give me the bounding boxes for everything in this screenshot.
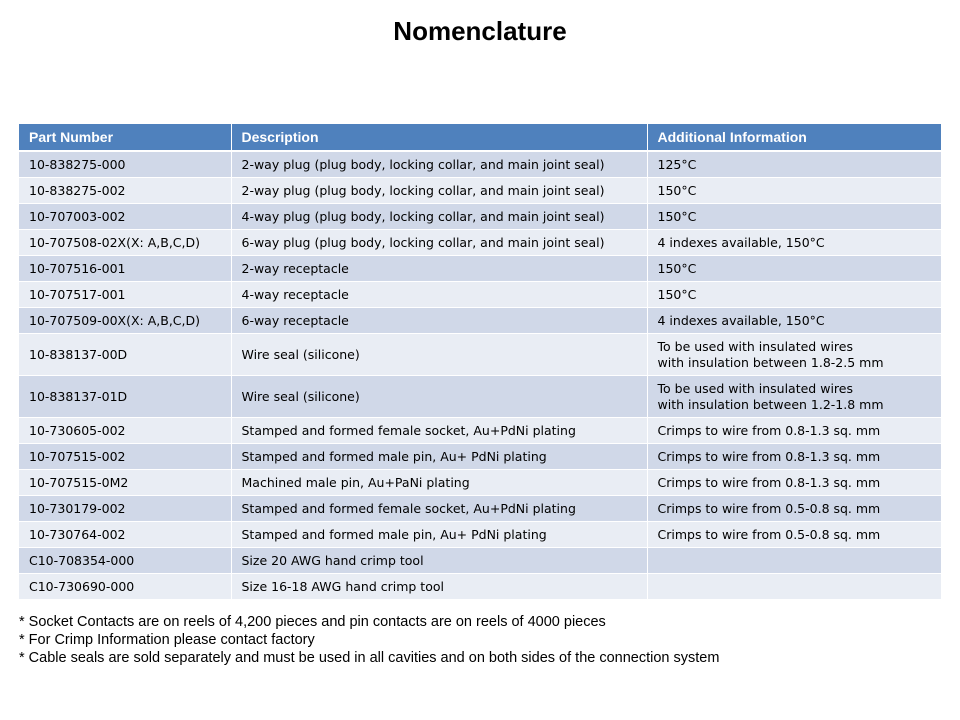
description-cell: Wire seal (silicone): [231, 334, 647, 376]
part-number-cell: 10-730179-002: [19, 496, 231, 522]
part-number-cell: 10-838275-002: [19, 178, 231, 204]
part-number-cell: 10-838275-000: [19, 151, 231, 178]
info-line: 4 indexes available, 150°C: [657, 234, 825, 250]
description-cell: Stamped and formed male pin, Au+ PdNi plating: [231, 444, 647, 470]
table-row: [19, 496, 941, 522]
description-cell: 4-way plug (plug body, locking collar, and main joint seal): [231, 204, 647, 230]
table-row: [19, 230, 941, 256]
table-row: [19, 204, 941, 230]
part-number-cell: 10-707515-002: [19, 444, 231, 470]
info-line: Crimps to wire from 0.8-1.3 sq. mm: [657, 422, 881, 438]
table-row: [19, 282, 941, 308]
info-line: 150°C: [657, 208, 697, 224]
table-row: [19, 574, 941, 600]
description-cell: 4-way receptacle: [231, 282, 647, 308]
part-number-cell: C10-730690-000: [19, 574, 231, 600]
info-line: Crimps to wire from 0.5-0.8 sq. mm: [657, 526, 881, 542]
description-cell: 6-way receptacle: [231, 308, 647, 334]
description-cell: 2-way plug (plug body, locking collar, and main joint seal): [231, 151, 647, 178]
table-header-row: [19, 124, 941, 151]
part-number-cell: 10-707508-02X(X: A,B,C,D): [19, 230, 231, 256]
additional-info-cell: [647, 334, 941, 376]
additional-info-cell: [647, 230, 941, 256]
page-title: Nomenclature: [393, 16, 567, 46]
column-header-description: Description: [231, 124, 647, 151]
additional-info-cell: [647, 574, 941, 600]
additional-info-cell: [647, 204, 941, 230]
info-line: with insulation between 1.8-2.5 mm: [657, 354, 884, 370]
footnote-cable-seals: * Cable seals are sold separately and must be used in all cavities and on both sides of the connection system: [19, 650, 720, 666]
description-cell: Size 20 AWG hand crimp tool: [231, 548, 647, 574]
footnote-crimp-information: * For Crimp Information please contact factory: [19, 632, 315, 648]
additional-info-cell: [647, 376, 941, 418]
table-row: [19, 334, 941, 376]
description-cell: 2-way plug (plug body, locking collar, and main joint seal): [231, 178, 647, 204]
additional-info-cell: [647, 444, 941, 470]
part-number-cell: 10-838137-00D: [19, 334, 231, 376]
description-cell: Machined male pin, Au+PaNi plating: [231, 470, 647, 496]
additional-info-cell: [647, 548, 941, 574]
column-header-additional-information: Additional Information: [647, 124, 941, 151]
table-row: [19, 548, 941, 574]
info-line: To be used with insulated wires: [657, 338, 853, 354]
description-cell: Stamped and formed female socket, Au+PdNi plating: [231, 496, 647, 522]
part-number-cell: 10-707515-0M2: [19, 470, 231, 496]
info-line: 150°C: [657, 260, 697, 276]
part-number-cell: 10-730605-002: [19, 418, 231, 444]
additional-info-cell: [647, 470, 941, 496]
table-row: [19, 470, 941, 496]
additional-info-cell: [647, 308, 941, 334]
table-row: [19, 308, 941, 334]
table-row: [19, 151, 941, 178]
nomenclature-table: [19, 124, 941, 600]
description-cell: Stamped and formed male pin, Au+ PdNi plating: [231, 522, 647, 548]
info-line: with insulation between 1.2-1.8 mm: [657, 396, 884, 412]
description-cell: Wire seal (silicone): [231, 376, 647, 418]
part-number-cell: C10-708354-000: [19, 548, 231, 574]
table-row: [19, 376, 941, 418]
table-row: [19, 444, 941, 470]
additional-info-cell: [647, 496, 941, 522]
part-number-cell: 10-707509-00X(X: A,B,C,D): [19, 308, 231, 334]
part-number-cell: 10-838137-01D: [19, 376, 231, 418]
part-number-cell: 10-707516-001: [19, 256, 231, 282]
footnotes: [19, 613, 939, 667]
footnote-reel-quantities: * Socket Contacts are on reels of 4,200 pieces and pin contacts are on reels of 4000 pieces: [19, 614, 606, 630]
description-cell: 6-way plug (plug body, locking collar, and main joint seal): [231, 230, 647, 256]
info-line: Crimps to wire from 0.8-1.3 sq. mm: [657, 474, 881, 490]
table-row: [19, 178, 941, 204]
description-cell: Size 16-18 AWG hand crimp tool: [231, 574, 647, 600]
additional-info-cell: [647, 178, 941, 204]
additional-info-cell: [647, 418, 941, 444]
info-line: 150°C: [657, 286, 697, 302]
additional-info-cell: [647, 256, 941, 282]
table-row: [19, 522, 941, 548]
info-line: To be used with insulated wires: [657, 380, 853, 396]
column-header-part-number: Part Number: [19, 124, 231, 151]
part-number-cell: 10-707003-002: [19, 204, 231, 230]
additional-info-cell: [647, 522, 941, 548]
table-row: [19, 418, 941, 444]
info-line: 150°C: [657, 182, 697, 198]
info-line: 125°C: [657, 156, 697, 172]
table-row: [19, 256, 941, 282]
part-number-cell: 10-707517-001: [19, 282, 231, 308]
description-cell: Stamped and formed female socket, Au+PdNi plating: [231, 418, 647, 444]
description-cell: 2-way receptacle: [231, 256, 647, 282]
info-line: 4 indexes available, 150°C: [657, 312, 825, 328]
additional-info-cell: [647, 282, 941, 308]
part-number-cell: 10-730764-002: [19, 522, 231, 548]
info-line: Crimps to wire from 0.5-0.8 sq. mm: [657, 500, 881, 516]
additional-info-cell: [647, 151, 941, 178]
info-line: Crimps to wire from 0.8-1.3 sq. mm: [657, 448, 881, 464]
